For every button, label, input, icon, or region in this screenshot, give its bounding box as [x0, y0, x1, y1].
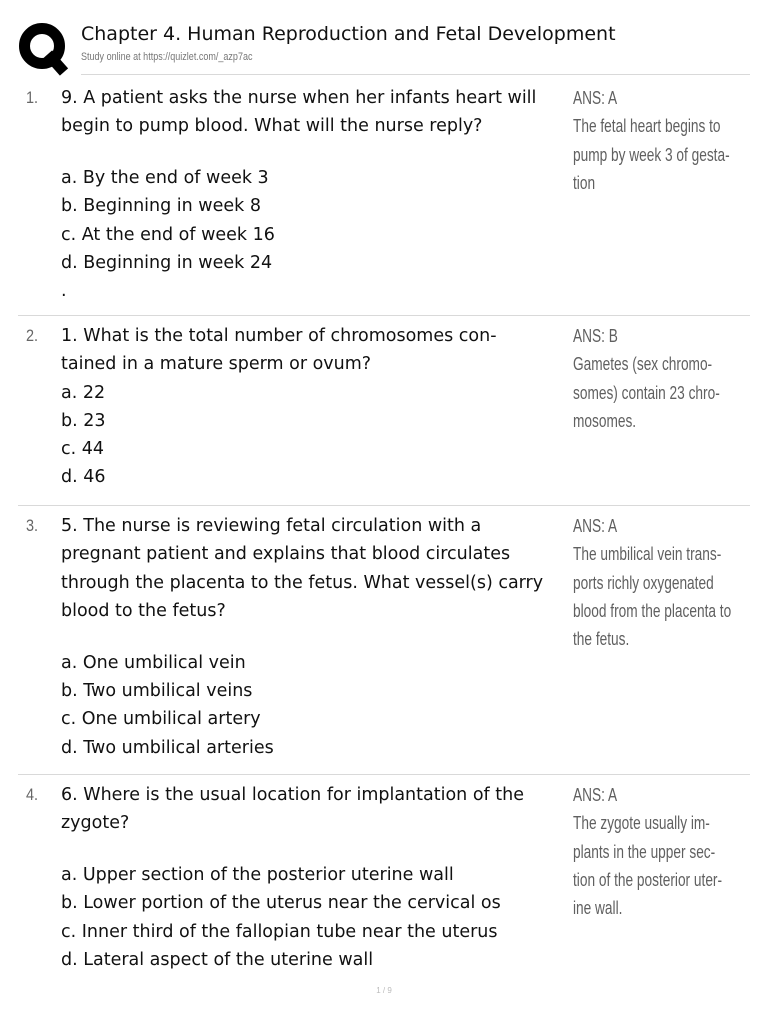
term-line: d. Lateral aspect of the uterine wall: [61, 949, 374, 970]
term-line: d. 46: [61, 467, 106, 488]
term-line: c. One umbilical artery: [61, 709, 261, 730]
term-line: pregnant patient and explains that blood circulates: [61, 544, 511, 565]
term-line: b. Beginning in week 8: [61, 196, 261, 217]
term-line: 5. The nurse is reviewing fetal circulation with a: [61, 516, 482, 536]
term-line: 9. A patient asks the nurse when her infants heart will: [61, 88, 537, 108]
card-definition: [573, 84, 751, 197]
flashcard-4: [18, 781, 750, 981]
definition-line: blood from the placenta to: [573, 600, 732, 621]
definition-line: ports richly oxygenated: [573, 572, 714, 593]
definition-line: tion of the posterior uter-: [573, 869, 723, 890]
card-definition: [573, 781, 751, 922]
term-line: .: [61, 281, 67, 302]
quizlet-logo-icon: [18, 20, 70, 76]
card-number: 2.: [26, 326, 39, 345]
card-term: [61, 512, 571, 762]
flashcard-3: [18, 512, 750, 775]
term-line: b. 23: [61, 410, 106, 431]
term-line: a. One umbilical vein: [61, 652, 246, 673]
definition-line: The umbilical vein trans-: [573, 544, 722, 565]
card-definition: [573, 512, 751, 653]
definition-line: ANS: A: [573, 88, 618, 108]
term-gap: [61, 141, 571, 165]
term-line: 1. What is the total number of chromosomes con-: [61, 326, 497, 346]
term-line: through the placenta to the fetus. What vessel(s) carry: [61, 572, 544, 593]
definition-line: plants in the upper sec-: [573, 841, 716, 862]
card-number: 3.: [26, 516, 39, 535]
document-title: Chapter 4. Human Reproduction and Fetal Development: [81, 23, 616, 45]
card-term: [61, 781, 571, 974]
card-term: [61, 84, 571, 306]
header-divider: [81, 74, 750, 75]
term-line: b. Two umbilical veins: [61, 680, 253, 701]
definition-line: The fetal heart begins to: [573, 116, 721, 137]
study-online-link[interactable]: Study online at https://quizlet.com/_azp7ac: [81, 51, 253, 63]
definition-line: ine wall.: [573, 898, 623, 919]
page-indicator: 1 / 9: [376, 986, 392, 995]
term-line: blood to the fetus?: [61, 600, 226, 621]
term-line: zygote?: [61, 813, 130, 834]
term-line: begin to pump blood. What will the nurse reply?: [61, 116, 483, 137]
card-divider: [18, 505, 750, 506]
term-gap: [61, 625, 571, 649]
definition-line: the fetus.: [573, 629, 630, 650]
term-line: d. Beginning in week 24: [61, 252, 273, 273]
card-number: 1.: [26, 88, 39, 107]
definition-line: ANS: A: [573, 785, 618, 805]
card-definition: [573, 322, 751, 435]
term-line: b. Lower portion of the uterus near the cervical os: [61, 893, 501, 914]
term-line: c. At the end of week 16: [61, 224, 275, 245]
flashcard-2: [18, 322, 750, 506]
term-gap: [61, 838, 571, 862]
definition-line: pump by week 3 of gesta-: [573, 144, 730, 165]
term-line: 6. Where is the usual location for implantation of the: [61, 785, 524, 805]
term-line: a. 22: [61, 382, 106, 403]
flashcard-1: [18, 84, 750, 316]
definition-line: ANS: A: [573, 516, 618, 536]
card-term: [61, 322, 571, 492]
term-line: tained in a mature sperm or ovum?: [61, 354, 372, 375]
card-divider: [18, 315, 750, 316]
definition-line: ANS: B: [573, 326, 618, 346]
definition-line: Gametes (sex chromo-: [573, 354, 713, 375]
term-line: c. 44: [61, 439, 105, 460]
term-line: a. By the end of week 3: [61, 168, 269, 189]
definition-line: somes) contain 23 chro-: [573, 382, 720, 403]
card-divider: [18, 774, 750, 775]
definition-line: The zygote usually im-: [573, 813, 710, 834]
definition-line: mosomes.: [573, 410, 637, 431]
page-header: [18, 14, 750, 74]
term-line: d. Two umbilical arteries: [61, 737, 274, 758]
term-line: c. Inner third of the fallopian tube near the uterus: [61, 921, 498, 942]
card-number: 4.: [26, 785, 39, 804]
definition-line: tion: [573, 172, 596, 193]
term-line: a. Upper section of the posterior uterine wall: [61, 865, 454, 886]
